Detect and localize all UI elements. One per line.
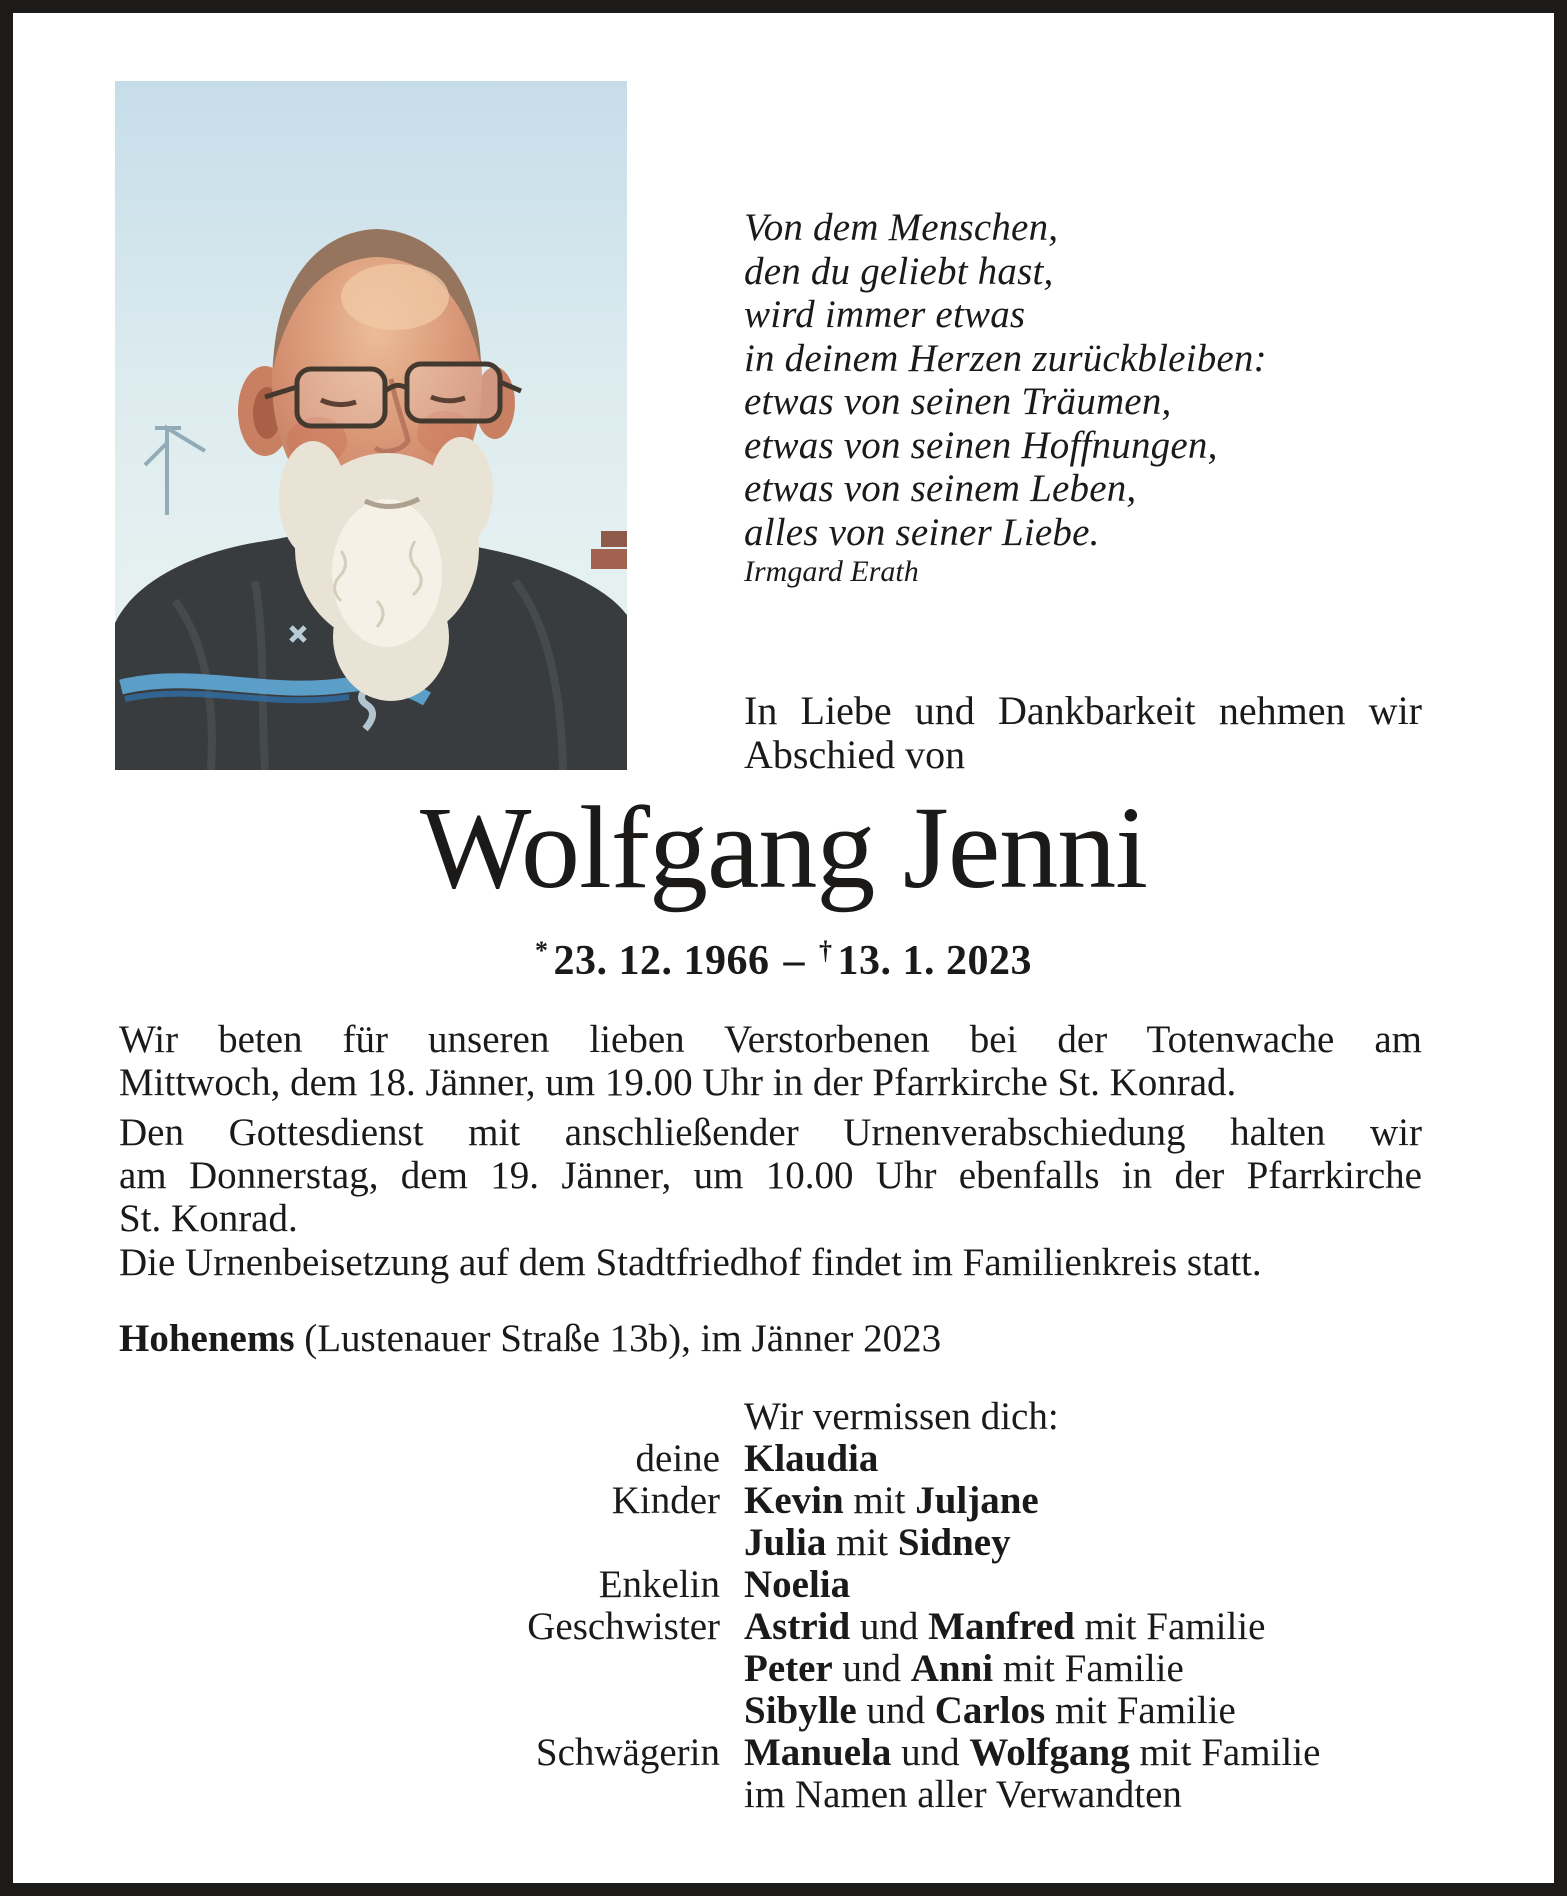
family-text: und	[856, 1689, 935, 1732]
paragraph-line: St. Konrad.	[119, 1197, 298, 1240]
death-date: 13. 1. 2023	[837, 938, 1032, 984]
family-list	[119, 1396, 1422, 1816]
family-names	[744, 1774, 1422, 1816]
family-relation-label	[119, 1648, 744, 1690]
dates-separator: –	[783, 938, 805, 984]
birth-date: 23. 12. 1966	[553, 938, 770, 984]
family-relation-label: Geschwister	[527, 1605, 720, 1648]
family-member-name: Kevin	[744, 1479, 844, 1522]
family-names	[744, 1480, 1422, 1522]
family-relation-label	[119, 1774, 744, 1816]
poem-line: alles von seiner Liebe.	[744, 510, 1100, 554]
family-text: mit Familie	[1045, 1689, 1236, 1732]
family-row	[119, 1606, 1422, 1648]
family-relation-label: Kinder	[611, 1479, 720, 1522]
family-text: Wir vermissen dich:	[744, 1395, 1059, 1438]
family-names	[744, 1648, 1422, 1690]
paragraph-gottesdienst	[119, 1111, 1422, 1240]
family-text: mit	[826, 1521, 898, 1564]
poem-line: den du geliebt hast,	[744, 249, 1054, 293]
family-text: und	[832, 1647, 911, 1690]
dateline-place: Hohenems	[119, 1317, 295, 1360]
death-symbol: †	[819, 936, 833, 965]
family-relation-label: Enkelin	[598, 1563, 720, 1606]
family-names	[744, 1732, 1422, 1774]
intro-line-2: Abschied von	[744, 732, 966, 777]
poem	[744, 206, 1267, 554]
family-row	[119, 1732, 1422, 1774]
family-relation-label: deine	[635, 1437, 720, 1480]
family-text: mit Familie	[1074, 1605, 1266, 1648]
birth-symbol: *	[535, 936, 549, 965]
paragraph-line: Wir beten für unseren lieben Verstorbenen bei der Totenwache am	[119, 1018, 1422, 1061]
family-text: mit Familie	[993, 1647, 1184, 1690]
family-member-name: Sibylle	[744, 1689, 857, 1732]
dateline-rest: (Lustenauer Straße 13b), im Jänner 2023	[294, 1317, 942, 1360]
life-dates	[0, 936, 1567, 985]
paragraph-totenwache	[119, 1018, 1422, 1104]
family-member-name: Manuela	[744, 1731, 892, 1774]
family-names	[744, 1522, 1422, 1564]
family-member-name: Astrid	[744, 1605, 851, 1648]
family-member-name: Peter	[744, 1647, 833, 1690]
family-text: mit	[843, 1479, 916, 1522]
forehead-highlight	[341, 264, 449, 330]
poem-line: etwas von seinem Leben,	[744, 467, 1137, 510]
family-member-name: Julia	[744, 1521, 827, 1564]
family-relation-label	[119, 1522, 744, 1564]
intro-text	[744, 689, 1422, 777]
family-relation-label: Schwägerin	[535, 1731, 720, 1774]
family-row	[119, 1564, 1422, 1606]
family-row	[119, 1480, 1422, 1522]
poem-attribution: Irmgard Erath	[744, 555, 919, 588]
paragraph-line: Die Urnenbeisetzung auf dem Stadtfriedhof findet im Familienkreis statt.	[119, 1241, 1262, 1284]
family-member-name: Wolfgang	[969, 1731, 1130, 1774]
family-header	[119, 1396, 1422, 1438]
family-row	[119, 1648, 1422, 1690]
family-member-name: Manfred	[928, 1605, 1075, 1648]
family-text: und	[850, 1605, 929, 1648]
dateline	[119, 1316, 941, 1361]
family-text: im Namen aller Verwandten	[744, 1773, 1182, 1816]
family-member-name: Sidney	[897, 1521, 1011, 1564]
family-member-name: Anni	[910, 1647, 994, 1690]
poem-line: Von dem Menschen,	[744, 206, 1059, 249]
portrait-photo	[115, 81, 627, 770]
family-member-name: Klaudia	[744, 1437, 879, 1480]
beard-highlight	[332, 499, 442, 647]
family-row	[119, 1774, 1422, 1816]
family-text: und	[891, 1731, 970, 1774]
paragraph-line: Den Gottesdienst mit anschließender Urnenverabschiedung halten wir	[119, 1111, 1422, 1154]
family-member-name: Carlos	[934, 1689, 1046, 1732]
paragraph-line: Mittwoch, dem 18. Jänner, um 19.00 Uhr in der Pfarrkirche St. Konrad.	[119, 1061, 1237, 1104]
poem-line: in deinem Herzen zurückbleiben:	[744, 336, 1267, 380]
family-names	[744, 1438, 1422, 1480]
family-row	[119, 1522, 1422, 1564]
deceased-name: Wolfgang Jenni	[420, 782, 1147, 913]
family-names	[744, 1396, 1422, 1438]
intro-line-1: In Liebe und Dankbarkeit nehmen wir	[744, 688, 1422, 733]
family-row	[119, 1690, 1422, 1732]
family-names	[744, 1690, 1422, 1732]
poem-line: wird immer etwas	[744, 293, 1026, 336]
poem-line: etwas von seinen Hoffnungen,	[744, 423, 1218, 467]
poem-line: etwas von seinen Träumen,	[744, 380, 1172, 423]
family-names	[744, 1606, 1422, 1648]
family-text: mit Familie	[1129, 1731, 1321, 1774]
family-relation-label	[119, 1396, 744, 1438]
family-row	[119, 1438, 1422, 1480]
paragraph-urnenbeisetzung	[119, 1241, 1422, 1284]
family-relation-label	[119, 1690, 744, 1732]
family-member-name: Noelia	[744, 1563, 851, 1606]
family-names	[744, 1564, 1422, 1606]
paragraph-line: am Donnerstag, dem 19. Jänner, um 10.00 Uhr ebenfalls in der Pfarrkirche	[119, 1154, 1422, 1197]
family-member-name: Juljane	[915, 1479, 1039, 1522]
